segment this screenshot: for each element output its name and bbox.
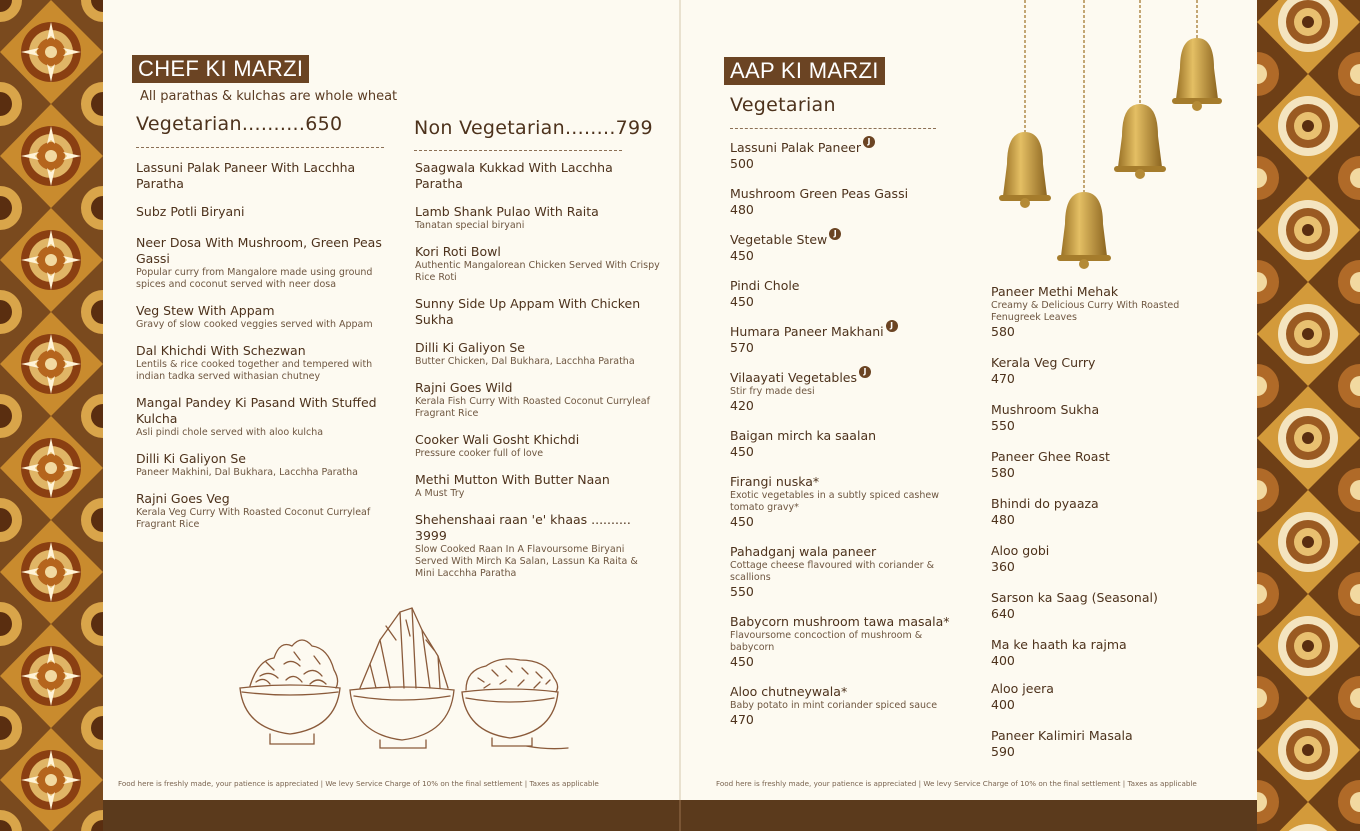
item-price: 400 — [991, 653, 1015, 668]
item-name: Dilli Ki Galiyon Se — [415, 340, 525, 355]
item-description: Paneer Makhini, Dal Bukhara, Lacchha Paratha — [136, 467, 358, 478]
list-item — [730, 428, 965, 460]
item-description: Gravy of slow cooked veggies served with Appam — [136, 319, 373, 330]
item-description: Baby potato in mint coriander spiced sauce — [730, 700, 938, 711]
item-description: Flavoursome concoction of mushroom & babycorn — [730, 630, 923, 653]
jain-badge: J — [859, 366, 871, 378]
item-name — [730, 367, 965, 386]
list-item — [730, 614, 965, 670]
item-name: Methi Mutton With Butter Naan — [415, 472, 610, 487]
item-name: Sarson ka Saag (Seasonal) — [991, 590, 1158, 605]
item-price: 450 — [730, 248, 754, 263]
item-name: Rajni Goes Veg — [136, 491, 230, 506]
item-description: Popular curry from Mangalore made using ground spices and coconut served with neer dosa — [136, 267, 373, 290]
item-price: 360 — [991, 559, 1015, 574]
item-price: 480 — [730, 202, 754, 217]
item-description: Slow Cooked Raan In A Flavoursome Biryani Served With Mirch Ka Salan, Lassun Ka Raita & Mini Lacchha Paratha — [415, 544, 638, 579]
list-item — [991, 543, 1191, 575]
item-description: Creamy & Delicious Curry With Roasted Fenugreek Leaves — [991, 300, 1180, 323]
item-price: 480 — [991, 512, 1015, 527]
veg-set-heading: Vegetarian..........650 — [136, 113, 343, 135]
aap-veg-list-col1 — [730, 137, 965, 742]
list-item — [991, 284, 1191, 340]
right-footer-note: Food here is freshly made, your patience is appreciated | We levy Service Charge of 10% on the final settlement | Taxes as applicable — [716, 779, 1197, 788]
list-item — [730, 684, 965, 728]
item-name: Cooker Wali Gosht Khichdi — [415, 432, 580, 447]
list-item — [991, 496, 1191, 528]
list-item — [730, 544, 965, 600]
item-name: Aloo gobi — [991, 543, 1050, 558]
item-name: Paneer Methi Mehak — [991, 284, 1119, 299]
item-description: Butter Chicken, Dal Bukhara, Lacchha Paratha — [415, 356, 635, 367]
item-description: Pressure cooker full of love — [415, 448, 544, 459]
item-description: Exotic vegetables in a subtly spiced cashew tomato gravy* — [730, 490, 940, 513]
chef-ki-marzi-title: CHEF KI MARZI — [132, 55, 309, 83]
item-name: Veg Stew With Appam — [136, 303, 275, 318]
jain-badge: J — [886, 320, 898, 332]
item-price: 580 — [991, 324, 1015, 339]
item-name-text: Humara Paneer Makhani — [730, 324, 884, 339]
list-item — [415, 244, 660, 284]
list-item — [991, 355, 1191, 387]
list-item — [136, 395, 388, 439]
list-item — [136, 235, 388, 291]
list-item — [415, 204, 660, 232]
item-name-text: Vilaayati Vegetables — [730, 370, 858, 385]
nonveg-set-heading: Non Vegetarian........799 — [414, 117, 653, 139]
list-item — [991, 728, 1191, 760]
list-item — [415, 512, 660, 580]
list-item — [415, 160, 660, 192]
item-description: Tanatan special biryani — [415, 220, 525, 231]
item-description: Lentils & rice cooked together and tempered with indian tadka served withasian chutney — [136, 359, 373, 382]
item-price: 590 — [991, 744, 1015, 759]
list-item — [730, 186, 965, 218]
right-decorative-pattern — [1257, 0, 1360, 831]
jain-badge: J — [863, 136, 875, 148]
left-decorative-pattern — [0, 0, 103, 831]
item-price: 470 — [991, 371, 1015, 386]
food-bowls-illustration — [230, 600, 580, 760]
list-item — [136, 303, 388, 331]
item-name: Kori Roti Bowl — [415, 244, 501, 259]
item-price: 450 — [730, 514, 754, 529]
item-name: Firangi nuska* — [730, 474, 820, 489]
item-name: Neer Dosa With Mushroom, Green Peas Gassi — [136, 235, 382, 266]
aap-veg-list-col2 — [991, 284, 1191, 772]
right-veg-rule — [730, 128, 936, 129]
list-item — [136, 491, 388, 531]
item-price: 550 — [991, 418, 1015, 433]
item-price: 570 — [730, 340, 754, 355]
list-item — [415, 472, 660, 500]
list-item — [415, 432, 660, 460]
list-item — [730, 137, 965, 172]
item-name: Mangal Pandey Ki Pasand With Stuffed Kulcha — [136, 395, 377, 426]
item-name: Aloo chutneywala* — [730, 684, 848, 699]
veg-set-rule — [136, 147, 384, 148]
list-item — [136, 343, 388, 383]
chef-nonveg-list — [415, 160, 660, 592]
list-item — [136, 160, 388, 192]
item-price: 470 — [730, 712, 754, 727]
item-name: Paneer Ghee Roast — [991, 449, 1110, 464]
list-item — [991, 402, 1191, 434]
item-description: A Must Try — [415, 488, 465, 499]
list-item — [730, 367, 965, 414]
item-name-text: Vegetable Stew — [730, 232, 828, 247]
item-description: Stir fry made desi — [730, 386, 815, 397]
item-price: 500 — [730, 156, 754, 171]
item-price: 450 — [730, 444, 754, 459]
item-description: Authentic Mangalorean Chicken Served With Crispy Rice Roti — [415, 260, 660, 283]
item-name-text: Lassuni Palak Paneer — [730, 140, 861, 155]
list-item — [991, 681, 1191, 713]
item-name: Lamb Shank Pulao With Raita — [415, 204, 599, 219]
list-item — [730, 474, 965, 530]
list-item — [136, 451, 388, 479]
bottom-bar-divider — [679, 800, 681, 831]
item-price: 550 — [730, 584, 754, 599]
chef-veg-list — [136, 160, 388, 543]
item-price: 450 — [730, 654, 754, 669]
item-name: Shehenshaai raan 'e' khaas .......... 3999 — [415, 512, 631, 543]
item-name: Pindi Chole — [730, 278, 800, 293]
item-description: Cottage cheese flavoured with coriander & scallions — [730, 560, 935, 583]
item-price: 580 — [991, 465, 1015, 480]
list-item — [415, 296, 660, 328]
nonveg-set-rule — [414, 150, 622, 151]
list-item — [730, 321, 965, 356]
list-item — [991, 637, 1191, 669]
item-price: 640 — [991, 606, 1015, 621]
item-name: Dilli Ki Galiyon Se — [136, 451, 246, 466]
item-name — [730, 137, 965, 156]
item-description: Asli pindi chole served with aloo kulcha — [136, 427, 324, 438]
item-name: Dal Khichdi With Schezwan — [136, 343, 306, 358]
item-price: 420 — [730, 398, 754, 413]
item-name: Rajni Goes Wild — [415, 380, 513, 395]
item-price: 400 — [991, 697, 1015, 712]
hanging-bells-illustration — [985, 0, 1235, 275]
list-item — [415, 380, 660, 420]
item-name: Mushroom Green Peas Gassi — [730, 186, 909, 201]
list-item — [991, 590, 1191, 622]
item-name: Baigan mirch ka saalan — [730, 428, 877, 443]
item-name: Ma ke haath ka rajma — [991, 637, 1127, 652]
list-item — [730, 278, 965, 310]
list-item — [991, 449, 1191, 481]
list-item — [415, 340, 660, 368]
right-veg-heading: Vegetarian — [730, 94, 836, 116]
item-name: Babycorn mushroom tawa masala* — [730, 614, 950, 629]
wheat-note: All parathas & kulchas are whole wheat — [140, 89, 398, 104]
item-name: Saagwala Kukkad With Lacchha Paratha — [415, 160, 613, 191]
list-item — [136, 204, 388, 220]
item-description: Kerala Veg Curry With Roasted Coconut Curryleaf Fragrant Rice — [136, 507, 371, 530]
item-name: Paneer Kalimiri Masala — [991, 728, 1133, 743]
list-item — [730, 229, 965, 264]
item-name: Mushroom Sukha — [991, 402, 1100, 417]
item-name: Aloo jeera — [991, 681, 1054, 696]
item-name: Sunny Side Up Appam With Chicken Sukha — [415, 296, 641, 327]
item-description: Kerala Fish Curry With Roasted Coconut Curryleaf Fragrant Rice — [415, 396, 650, 419]
item-name: Subz Potli Biryani — [136, 204, 245, 219]
aap-ki-marzi-title: AAP KI MARZI — [724, 57, 885, 85]
item-name: Pahadganj wala paneer — [730, 544, 877, 559]
item-name — [730, 321, 965, 340]
item-name: Bhindi do pyaaza — [991, 496, 1099, 511]
jain-badge: J — [829, 228, 841, 240]
item-name: Lassuni Palak Paneer With Lacchha Paratha — [136, 160, 356, 191]
left-footer-note: Food here is freshly made, your patience is appreciated | We levy Service Charge of 10% on the final settlement | Taxes as applicable — [118, 779, 599, 788]
item-name — [730, 229, 965, 248]
item-price: 450 — [730, 294, 754, 309]
item-name: Kerala Veg Curry — [991, 355, 1096, 370]
